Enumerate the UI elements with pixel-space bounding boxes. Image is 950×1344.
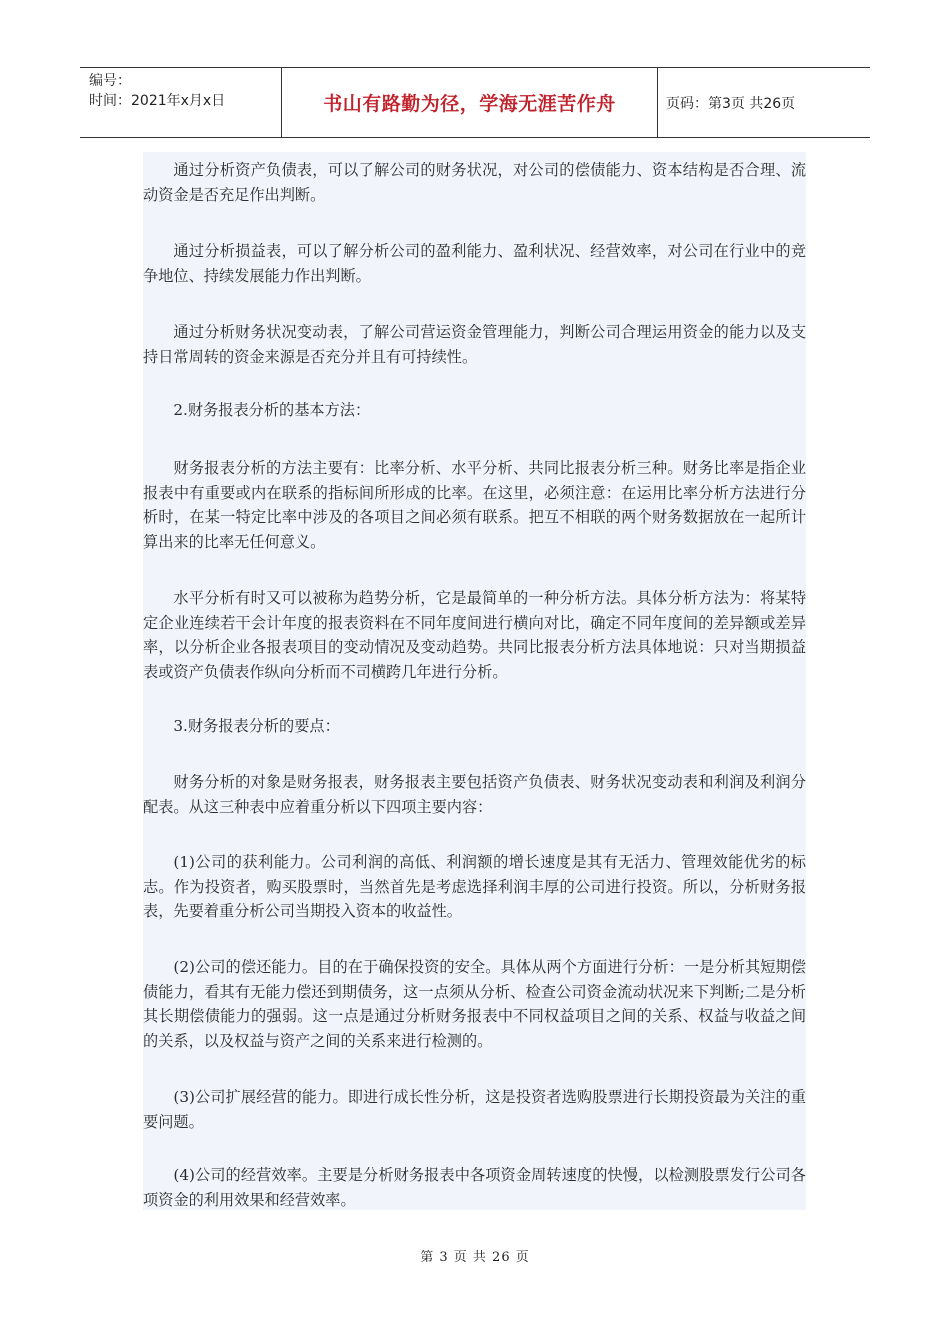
paragraph-ratio-analysis: 财务报表分析的方法主要有：比率分析、水平分析、共同比报表分析三种。财务比率是指企业报表中有重要或内在联系的指标间所形成的比率。在这里，必须注意：在运用比率分析方法进行分析时，在某一特定比率中涉及的各项目之间必须有联系。把互不相联的两个财务数据放在一起所计算出来的比率无任何意义。 (143, 459, 806, 551)
paragraph-growth: (3)公司扩展经营的能力。即进行成长性分析，这是投资者选购股票进行长期投资最为关注的重要问题。 (143, 1088, 806, 1131)
doc-time-label: 时间：2021年x月x日 (89, 93, 226, 109)
paragraph-profitability: (1)公司的获利能力。公司利润的高低、利润额的增长速度是其有无活力、管理效能优劣的标志。作为投资者，购买股票时，当然首先是考虑选择利润丰厚的公司进行投资。所以，分析财务报表，先要着重分析公司当期投入资本的收益性。 (143, 853, 806, 920)
doc-number-label: 编号： (89, 73, 131, 89)
page-footer: 第 3 页 共 26 页 (420, 1250, 530, 1265)
paragraph-trend-analysis: 水平分析有时又可以被称为趋势分析，它是最简单的一种分析方法。具体分析方法为：将某特定企业连续若干会计年度的报表资料在不同年度间进行横向对比，确定不同年度间的差异额或差异率，以分析企业各报表项目的变动情况及变动趋势。共同比报表分析方法具体地说：只对当期损益表或资产负债表作纵向分析而不司横跨几年进行分析。 (143, 589, 806, 681)
section-heading-basic-methods: 2.财务报表分析的基本方法： (173, 401, 371, 419)
header-meta-cell (80, 68, 282, 137)
paragraph-efficiency: (4)公司的经营效率。主要是分析财务报表中各项资金周转速度的快慢，以检测股票发行公司各项资金的利用效果和经营效率。 (143, 1166, 806, 1209)
section-heading-key-points: 3.财务报表分析的要点： (173, 717, 340, 735)
paragraph-balance-sheet: 通过分析资产负债表，可以了解公司的财务状况，对公司的偿债能力、资本结构是否合理、流动资金是否充足作出判断。 (143, 161, 806, 204)
header-page-code: 页码：第3页 共26页 (666, 95, 796, 112)
header-motto: 书山有路勤为径，学海无涯苦作舟 (282, 68, 658, 137)
paragraph-cash-flow: 通过分析财务状况变动表，了解公司营运资金管理能力，判断公司合理运用资金的能力以及支持日常周转的资金来源是否充分并且有可持续性。 (143, 323, 806, 366)
paragraph-income-statement: 通过分析损益表，可以了解分析公司的盈利能力、盈利状况、经营效率，对公司在行业中的竞争地位、持续发展能力作出判断。 (143, 242, 806, 285)
document-header (80, 67, 870, 138)
paragraph-analysis-object: 财务分析的对象是财务报表，财务报表主要包括资产负债表、财务状况变动表和利润及利润分配表。从这三种表中应着重分析以下四项主要内容： (143, 773, 806, 816)
paragraph-solvency: (2)公司的偿还能力。目的在于确保投资的安全。具体从两个方面进行分析：一是分析其短期偿债能力，看其有无能力偿还到期债务，这一点须从分析、检查公司资金流动状况来下判断;二是分析其长期偿债能力的强弱。这一点是通过分析财务报表中不同权益项目之间的关系、权益与收益之间的关系，以及权益与资产之间的关系来进行检测的。 (143, 958, 806, 1050)
